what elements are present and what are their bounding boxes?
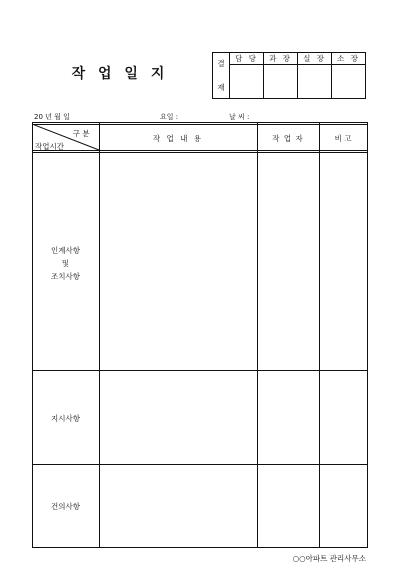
row-label-suggestions: 건의사항 [51, 502, 80, 511]
weekday-field: 요일 : [160, 113, 179, 121]
table-top-border [32, 122, 368, 123]
approval-sign-box-4[interactable] [332, 65, 366, 99]
approval-side-top: 결 [217, 58, 225, 68]
approval-side-bottom: 재 [217, 82, 225, 92]
column-divider-1 [99, 122, 100, 547]
corner-label-bottom: 작업시간 [35, 142, 64, 151]
approval-sign-box-2[interactable] [264, 65, 298, 99]
column-divider-2 [257, 122, 258, 547]
header-remarks: 비 고 [334, 134, 352, 143]
header-worker: 작 업 자 [272, 134, 304, 143]
row-label-handover-line-2: 및 [61, 259, 70, 268]
header-work-content: 작 업 내 용 [152, 134, 204, 143]
approval-header-3: 실 장 [298, 53, 332, 65]
row-divider-2 [32, 464, 368, 465]
approval-header-1: 담 당 [230, 53, 264, 65]
date-field: 20 년 월 일 [34, 113, 70, 121]
row-divider-1 [32, 370, 368, 371]
approval-sign-box-3[interactable] [298, 65, 332, 99]
row-label-handover-line-1: 인계사항 [51, 246, 80, 255]
header-bottom-border-inner [32, 152, 368, 153]
table-bottom-border [32, 547, 368, 548]
approval-box [212, 52, 366, 99]
approval-header-4: 소 장 [332, 53, 366, 65]
column-divider-3 [319, 122, 320, 547]
approval-header-2: 과 장 [264, 53, 298, 65]
table-left-border [32, 122, 33, 547]
row-label-instructions: 지시사항 [51, 414, 80, 423]
weather-field: 날 씨 : [229, 113, 250, 121]
footer-office-name: ○○아파트 관리사무소 [292, 554, 366, 563]
approval-sign-box-1[interactable] [230, 65, 264, 99]
corner-label-top: 구 분 [72, 129, 90, 138]
document-title: 작 업 일 지 [71, 66, 169, 82]
row-label-handover [32, 244, 99, 283]
row-label-handover-line-3: 조치사항 [51, 272, 80, 281]
approval-side-label [213, 53, 230, 99]
table-right-border [367, 122, 368, 547]
